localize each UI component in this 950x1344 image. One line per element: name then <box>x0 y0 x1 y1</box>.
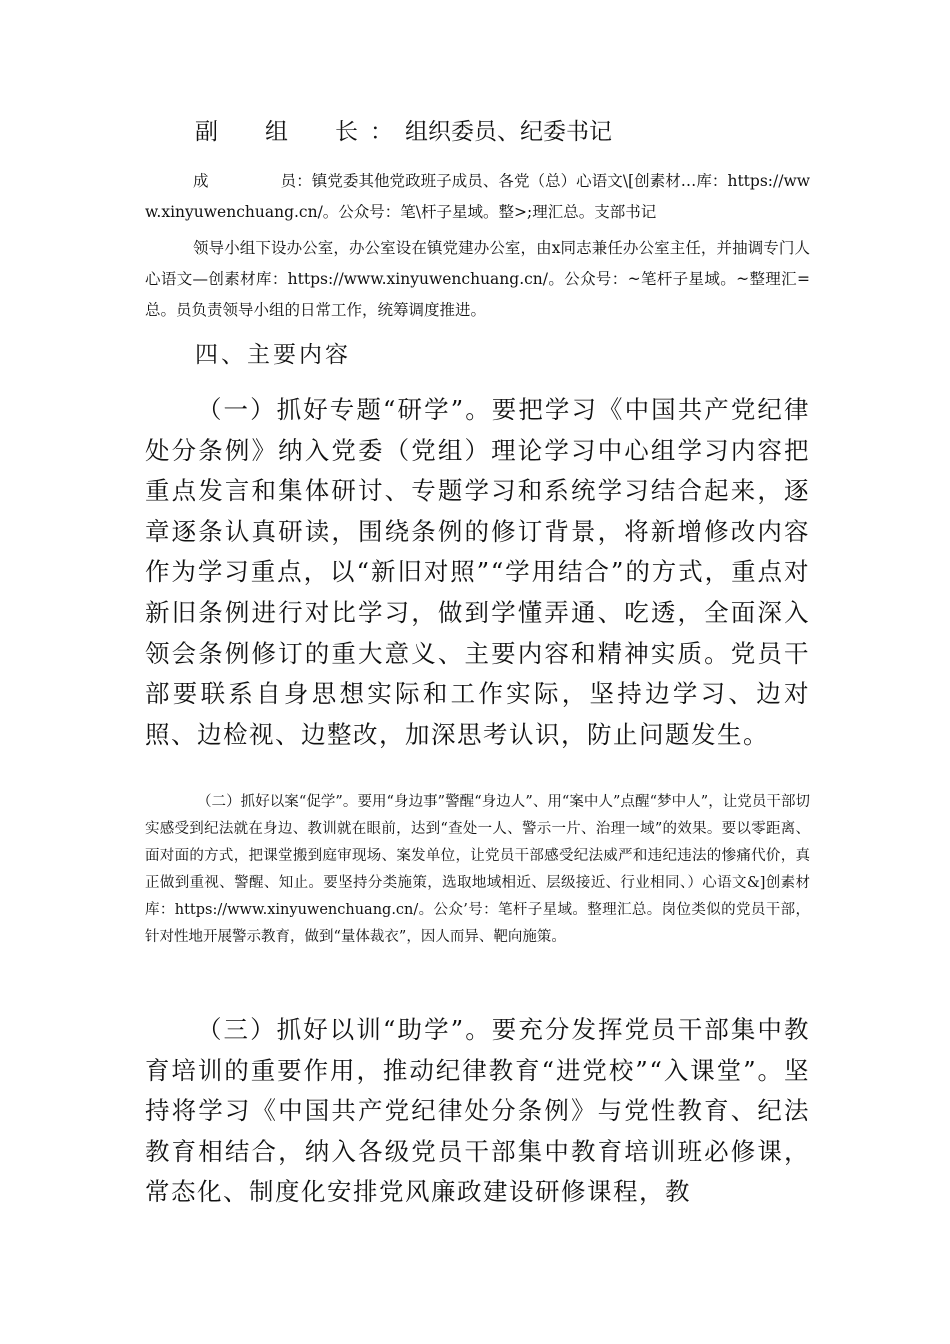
members-label-end: 员： <box>280 172 312 190</box>
members-label: 成 <box>193 172 209 190</box>
paragraph-training: （三）抓好以训“助学”。要充分发挥党员干部集中教育培训的重要作用，推动纪律教育“进党校”“入课堂”。坚持将学习《中国共产党纪律处分条例》与党性教育、纪法教育相结合，纳入各级党员干部集中教育培训班必修课，常态化、制度化安排党风廉政建设研修课程，教 <box>145 1015 810 1207</box>
vice-leader-line <box>195 112 860 152</box>
paragraph-case-study: （二）抓好以案“促学”。要用“身边事”警醒“身边人”、用“案中人”点醒“梦中人”，让党员干部切实感受到纪法就在身边、教训就在眼前，达到“查处一人、警示一片、治理一域”的效果。要以零距离、面对面的方式，把课堂搬到庭审现场、案发单位，让党员干部感受纪法威严和违纪违法的惨痛代价，真正做到重视、警醒、知止。要坚持分类施策，选取地域相近、层级接近、行业相同、）心语文&]创素材库：https://www.xinyuwenchuang.cn/。公众’号：笔杆子星域。整理汇总。岗位类似的党员干部，针对性地开展警示教育，做到“量体裁衣”，因人而异、靶向施策。 <box>145 794 811 945</box>
office-paragraph: 领导小组下设办公室，办公室设在镇党建办公室，由x同志兼任办公室主任，并抽调专门人心语文—创素材库：https://www.xinyuwenchuang.cn/。公众号：~笔杆子星域。~整理汇=总。员负责领导小组的日常工作，统筹调度推进。 <box>145 239 810 319</box>
members-text: 镇党委其他党政班子成员、各党（总）心语文\[创素材…库：https://www.xinyuwenchuang.cn/。公众号：笔\杆子星域。整>;理汇总。支部书记 <box>145 172 810 221</box>
members-paragraph <box>145 166 810 228</box>
section-heading: 四、主要内容 <box>195 342 351 368</box>
vice-leader-label: 副 组 长： <box>195 119 405 145</box>
vice-leader-value: 组织委员、纪委书记 <box>405 119 612 145</box>
paragraph-study-topic: （一）抓好专题“研学”。要把学习《中国共产党纪律处分条例》纳入党委（党组）理论学习中心组学习内容把重点发言和集体研讨、专题学习和系统学习结合起来，逐章逐条认真研读，围绕条例的修订背景，将新增修改内容作为学习重点，以“新旧对照”“学用结合”的方式，重点对新旧条例进行对比学习，做到学懂弄通、吃透，全面深入领会条例修订的重大意义、主要内容和精神实质。党员干部要联系自身思想实际和工作实际，坚持边学习、边对照、边检视、边整改，加深思考认识，防止问题发生。 <box>145 395 810 749</box>
